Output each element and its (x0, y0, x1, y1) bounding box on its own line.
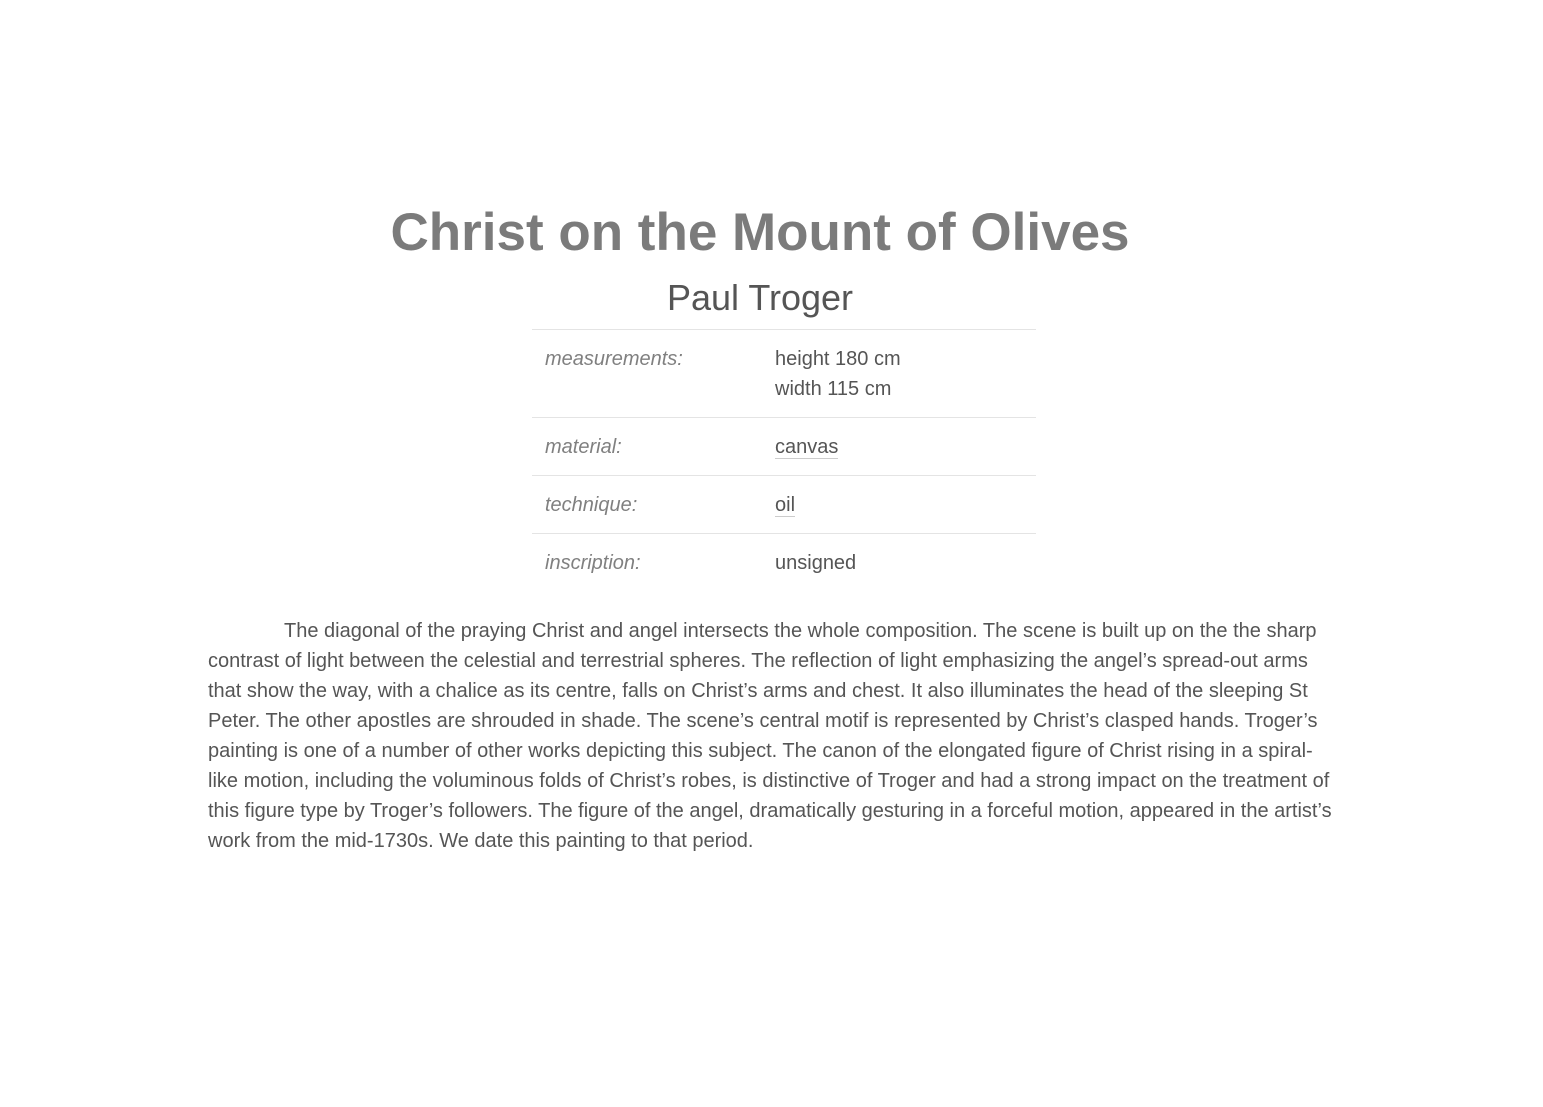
artwork-description: The diagonal of the praying Christ and angel intersects the whole composition. The scene is built up on the the sharp contrast of light between the celestial and terrestrial spheres. The reflection of light emphasizing the angel’s spread-out arms that show the way, with a chalice as its centre, falls on Christ’s arms and chest. It also illuminates the head of the sleeping St Peter. The other apostles are shrouded in shade. The scene’s central motif is represented by Christ’s clasped hands. Troger’s painting is one of a number of other works depicting this subject. The canon of the elongated figure of Christ rising in a spiral-like motion, including the voluminous folds of Christ’s robes, is distinctive of Troger and had a strong impact on the treatment of this figure type by Troger’s followers. The figure of the angel, dramatically gesturing in a forceful motion, appeared in the artist’s work from the mid-1730s. We date this painting to that period. (208, 620, 1332, 852)
inscription-label: inscription: (545, 552, 641, 574)
details-row-technique (532, 476, 1036, 534)
material-link[interactable]: canvas (775, 436, 839, 458)
artwork-title: Christ on the Mount of Olives (390, 203, 1130, 262)
measurements-value (775, 330, 1036, 418)
measurements-label: measurements: (545, 348, 683, 370)
inscription-value: unsigned (775, 552, 857, 574)
technique-link[interactable]: oil (775, 494, 796, 516)
details-row-material (532, 418, 1036, 476)
technique-label: technique: (545, 494, 638, 516)
artwork-details-table (532, 329, 1036, 591)
details-row-inscription (532, 534, 1036, 592)
measurement-height: height 180 cm (775, 348, 901, 370)
artist-name: Paul Troger (666, 277, 854, 318)
details-row-measurements (532, 330, 1036, 418)
measurement-width: width 115 cm (775, 378, 892, 400)
material-label: material: (545, 436, 622, 458)
